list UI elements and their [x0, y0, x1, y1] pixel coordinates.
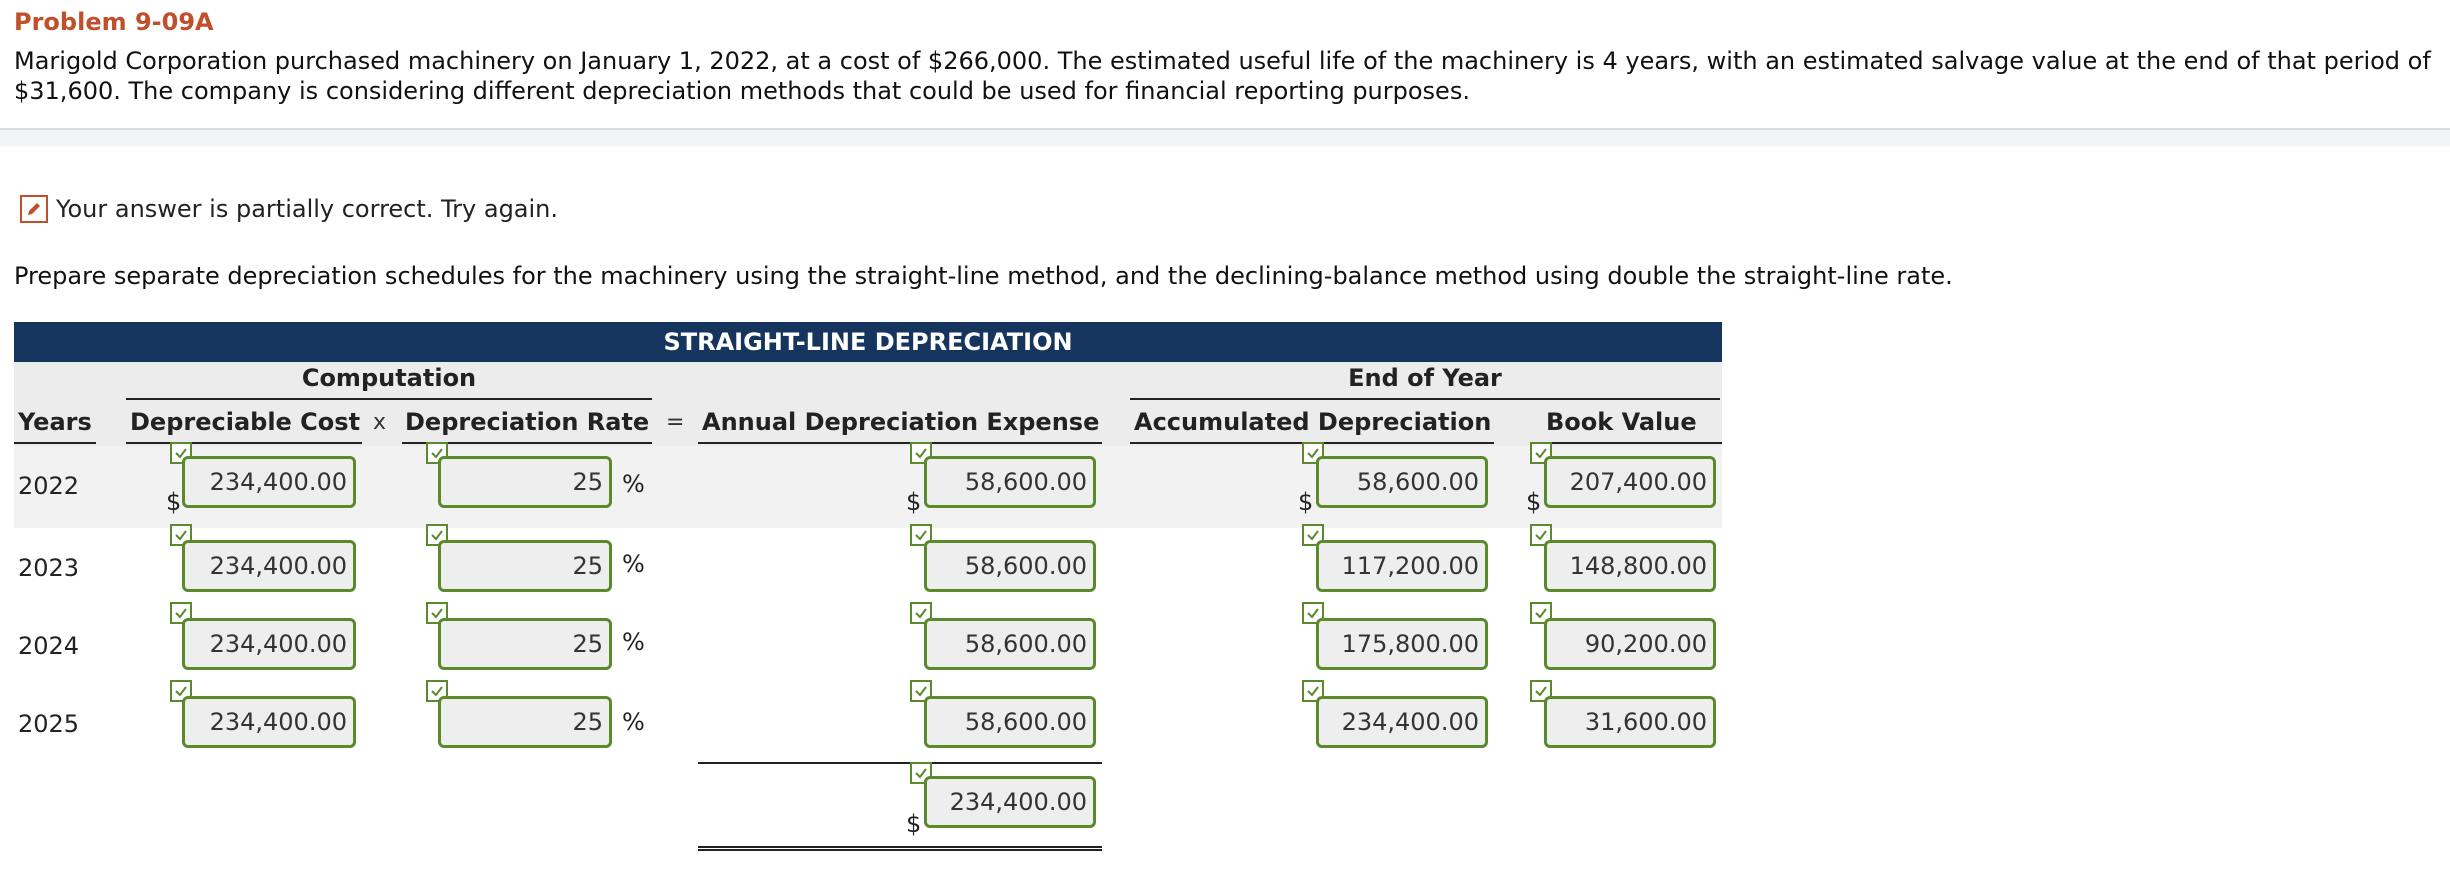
annual-expense-input[interactable]: 58,600.00: [924, 456, 1096, 508]
col-header-years: Years: [18, 408, 92, 436]
col-expense-underline: [698, 442, 1102, 444]
col-book-underline: [1532, 442, 1722, 444]
table-title: STRAIGHT-LINE DEPRECIATION: [14, 322, 1722, 362]
col-years-underline: [14, 442, 96, 444]
depreciation-rate-input[interactable]: 25: [438, 696, 612, 748]
accumulated-depreciation-input[interactable]: 234,400.00: [1316, 696, 1488, 748]
total-expense-input[interactable]: 234,400.00: [924, 776, 1096, 828]
col-header-annual-expense: Annual Depreciation Expense: [702, 408, 1100, 436]
total-double-underline: [698, 846, 1102, 851]
col-header-depreciable-cost: Depreciable Cost: [130, 408, 361, 436]
feedback-text: Your answer is partially correct. Try again.: [56, 195, 559, 223]
depreciable-cost-input[interactable]: 234,400.00: [182, 696, 356, 748]
depreciable-cost-input[interactable]: 234,400.00: [182, 540, 356, 592]
group-computation-underline: [126, 398, 652, 400]
dollar-sign: $: [906, 488, 922, 516]
dollar-sign: $: [1526, 488, 1542, 516]
percent-sign: %: [622, 628, 645, 656]
feedback-banner: [20, 192, 558, 226]
book-value-input[interactable]: 31,600.00: [1544, 696, 1716, 748]
year-label: 2023: [18, 554, 80, 582]
col-header-depreciation-rate: Depreciation Rate: [405, 408, 650, 436]
col-header-book-value: Book Value: [1546, 408, 1697, 436]
percent-sign: %: [622, 708, 645, 736]
problem-title: Problem 9-09A: [14, 8, 214, 36]
accumulated-depreciation-input[interactable]: 58,600.00: [1316, 456, 1488, 508]
equals-operator: =: [666, 410, 685, 435]
depreciation-rate-input[interactable]: 25: [438, 618, 612, 670]
percent-sign: %: [622, 550, 645, 578]
depreciation-rate-input[interactable]: 25: [438, 540, 612, 592]
dollar-sign: $: [166, 488, 182, 516]
annual-expense-input[interactable]: 58,600.00: [924, 618, 1096, 670]
year-label: 2022: [18, 472, 80, 500]
instruction-text: Prepare separate depreciation schedules for the machinery using the straight-line method, and the declining-balance method using double the straight-line rate.: [14, 262, 1953, 290]
book-value-input[interactable]: 207,400.00: [1544, 456, 1716, 508]
depreciable-cost-input[interactable]: 234,400.00: [182, 456, 356, 508]
section-divider: [0, 128, 2450, 146]
accumulated-depreciation-input[interactable]: 175,800.00: [1316, 618, 1488, 670]
col-header-accumulated-depreciation: Accumulated Depreciation: [1134, 408, 1492, 436]
annual-expense-input[interactable]: 58,600.00: [924, 696, 1096, 748]
pencil-icon: [20, 195, 48, 223]
annual-expense-input[interactable]: 58,600.00: [924, 540, 1096, 592]
year-label: 2024: [18, 632, 80, 660]
dollar-sign: $: [1298, 488, 1314, 516]
group-end-of-year: End of Year: [1348, 364, 1502, 392]
year-label: 2025: [18, 710, 80, 738]
dollar-sign: $: [906, 810, 922, 838]
book-value-input[interactable]: 90,200.00: [1544, 618, 1716, 670]
depreciable-cost-input[interactable]: 234,400.00: [182, 618, 356, 670]
times-operator: x: [373, 410, 387, 435]
total-underline: [698, 762, 1102, 764]
percent-sign: %: [622, 470, 645, 498]
col-cost-underline: [126, 442, 362, 444]
book-value-input[interactable]: 148,800.00: [1544, 540, 1716, 592]
depreciation-rate-input[interactable]: 25: [438, 456, 612, 508]
problem-description: Marigold Corporation purchased machinery on January 1, 2022, at a cost of $266,000. The estimated useful life of the machinery is 4 years, with an estimated salvage value at the end of that period of $31,600. The company is considering different depreciation methods that could be used for financial reporting purposes.: [14, 47, 2431, 105]
accumulated-depreciation-input[interactable]: 117,200.00: [1316, 540, 1488, 592]
group-end-of-year-underline: [1130, 398, 1720, 400]
group-computation: Computation: [301, 364, 477, 392]
